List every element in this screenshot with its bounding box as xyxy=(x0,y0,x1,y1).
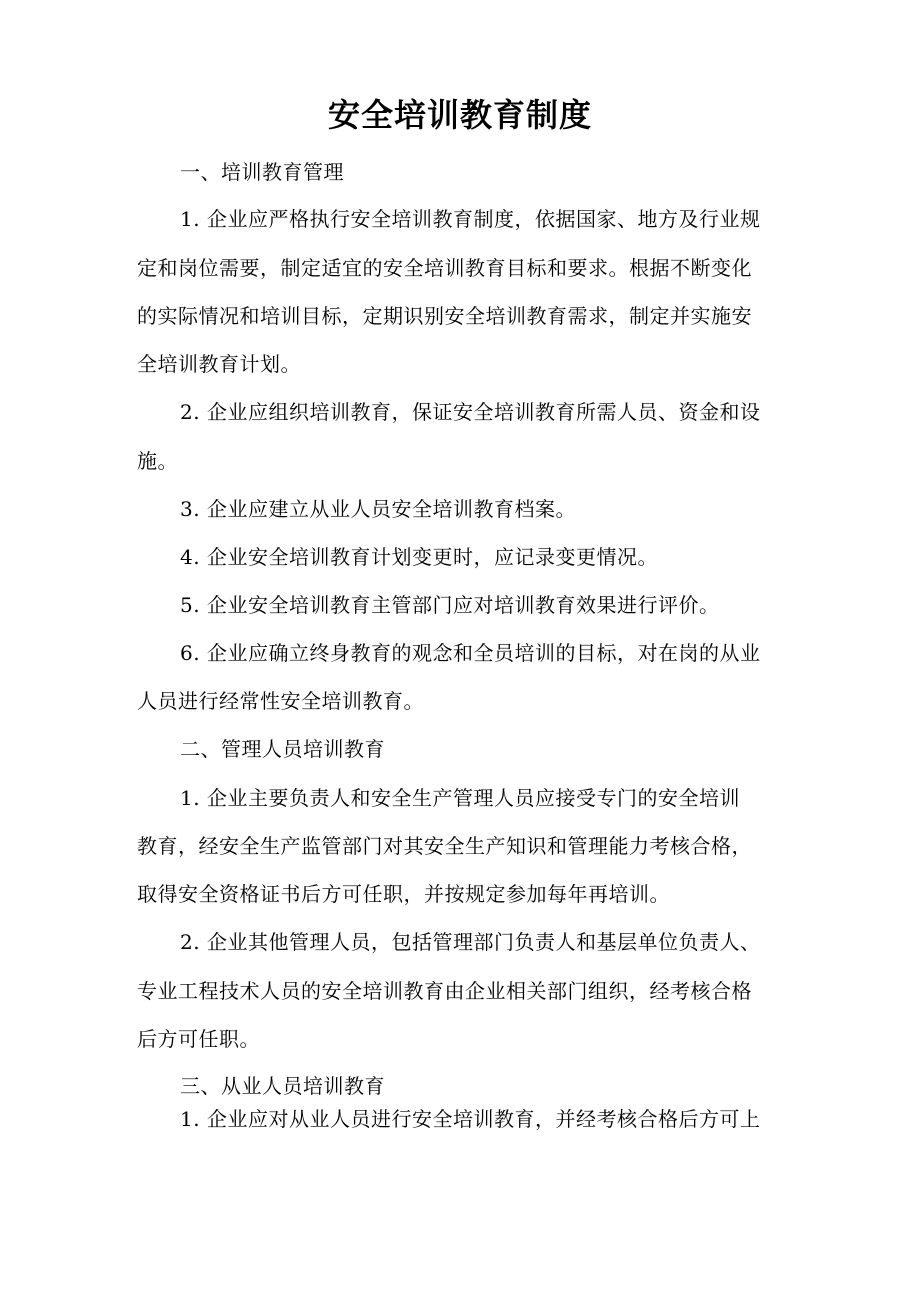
paragraph-line: 取得安全资格证书后方可任职，并按规定参加每年再培训。 xyxy=(137,882,670,906)
paragraph-line: 3. 企业应建立从业人员安全培训教育档案。 xyxy=(180,497,576,521)
section-heading: 三、从业人员培训教育 xyxy=(180,1074,385,1098)
paragraph-line: 定和岗位需要，制定适宜的安全培训教育目标和要求。根据不断变化 xyxy=(137,256,752,280)
paragraph-line: 的实际情况和培训目标，定期识别安全培训教育需求，制定并实施安 xyxy=(137,304,752,328)
paragraph-line: 施。 xyxy=(137,449,178,473)
paragraph-line: 5. 企业安全培训教育主管部门应对培训教育效果进行评价。 xyxy=(180,593,720,617)
paragraph-line: 1. 企业应严格执行安全培训教育制度，依据国家、地方及行业规 xyxy=(180,207,761,231)
section-heading: 一、培训教育管理 xyxy=(180,160,344,184)
paragraph-line: 人员进行经常性安全培训教育。 xyxy=(137,689,424,713)
document-title: 安全培训教育制度 xyxy=(327,96,592,134)
paragraph-line: 专业工程技术人员的安全培训教育由企业相关部门组织，经考核合格 xyxy=(137,979,752,1003)
paragraph-line: 4. 企业安全培训教育计划变更时，应记录变更情况。 xyxy=(180,545,658,569)
paragraph-line: 1. 企业应对从业人员进行安全培训教育，并经考核合格后方可上 xyxy=(180,1107,761,1131)
paragraph-line: 2. 企业应组织培训教育，保证安全培训教育所需人员、资金和设 xyxy=(180,400,761,424)
paragraph-line: 2. 企业其他管理人员，包括管理部门负责人和基层单位负责人、 xyxy=(180,930,761,954)
paragraph-line: 6. 企业应确立终身教育的观念和全员培训的目标，对在岗的从业 xyxy=(180,641,761,665)
section-heading: 二、管理人员培训教育 xyxy=(180,737,385,761)
paragraph-line: 全培训教育计划。 xyxy=(137,352,301,376)
paragraph-line: 教育，经安全生产监管部门对其安全生产知识和管理能力考核合格， xyxy=(137,834,752,858)
paragraph-line: 1. 企业主要负责人和安全生产管理人员应接受专门的安全培训 xyxy=(180,786,740,810)
paragraph-line: 后方可任职。 xyxy=(137,1027,260,1051)
